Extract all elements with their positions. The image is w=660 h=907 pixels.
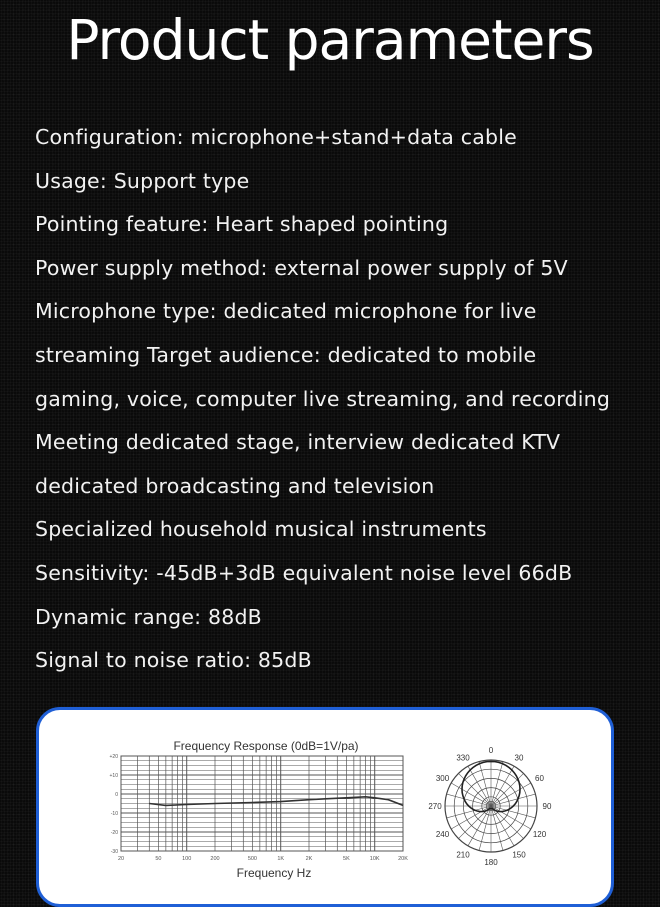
param-instruments: Specialized household musical instruments xyxy=(35,517,487,542)
frequency-x-tick: 50 xyxy=(155,856,162,862)
charts-canvas xyxy=(39,710,614,907)
frequency-x-tick: 20K xyxy=(398,856,408,862)
param-target-audience-cont: gaming, voice, computer live streaming, and recording xyxy=(35,386,611,411)
frequency-y-tick: -20 xyxy=(110,830,118,836)
frequency-y-tick: -30 xyxy=(110,849,118,855)
param-configuration: Configuration: microphone+stand+data cable xyxy=(35,125,517,149)
param-target-audience: streaming Target audience: dedicated to mobile xyxy=(35,342,537,367)
polar-angle-label: 120 xyxy=(532,830,547,839)
param-broadcasting: dedicated broadcasting and television xyxy=(35,473,435,498)
param-sensitivity: Sensitivity: -45dB+3dB equivalent noise level 66dB xyxy=(35,560,573,585)
polar-angle-label: 300 xyxy=(435,774,450,783)
frequency-y-tick: 0 xyxy=(115,792,118,798)
frequency-x-tick: 1K xyxy=(277,856,285,862)
page-title: Product parameters xyxy=(66,8,594,72)
param-dynamic-range: Dynamic range: 88dB xyxy=(35,604,262,629)
frequency-chart-title: Frequency Response (0dB=1V/pa) xyxy=(173,739,359,753)
frequency-y-tick: -10 xyxy=(110,811,118,817)
param-meeting: Meeting dedicated stage, interview dedicated KTV xyxy=(35,430,561,455)
frequency-x-tick: 5K xyxy=(343,856,350,862)
frequency-chart-xlabel: Frequency Hz xyxy=(236,866,312,880)
frequency-x-tick: 100 xyxy=(182,856,192,862)
polar-angle-label: 90 xyxy=(542,802,552,811)
polar-angle-label: 270 xyxy=(428,802,442,811)
param-usage: Usage: Support type xyxy=(35,168,250,193)
frequency-x-tick: 2K xyxy=(305,856,313,862)
specs-chart-panel xyxy=(36,707,614,907)
param-microphone-type: Microphone type: dedicated microphone for live xyxy=(35,299,537,324)
polar-angle-label: 150 xyxy=(512,850,526,860)
polar-angle-label: 0 xyxy=(488,746,494,755)
polar-angle-label: 240 xyxy=(435,830,450,839)
frequency-x-tick: 10K xyxy=(369,856,380,862)
param-snr: Signal to noise ratio: 85dB xyxy=(35,648,312,673)
polar-angle-label: 30 xyxy=(514,753,524,763)
polar-angle-label: 330 xyxy=(456,753,470,763)
frequency-y-tick: +10 xyxy=(109,773,118,779)
polar-angle-label: 60 xyxy=(535,774,544,783)
parameter-list xyxy=(35,119,645,686)
param-power-supply: Power supply method: external power supply of 5V xyxy=(35,255,568,280)
frequency-y-tick: +20 xyxy=(109,754,118,760)
polar-angle-label: 180 xyxy=(484,858,498,867)
frequency-x-tick: 200 xyxy=(210,856,220,862)
frequency-x-tick: 500 xyxy=(247,856,258,862)
param-pointing-feature: Pointing feature: Heart shaped pointing xyxy=(35,212,449,237)
frequency-x-tick: 20 xyxy=(117,856,125,862)
polar-angle-label: 210 xyxy=(456,850,470,860)
